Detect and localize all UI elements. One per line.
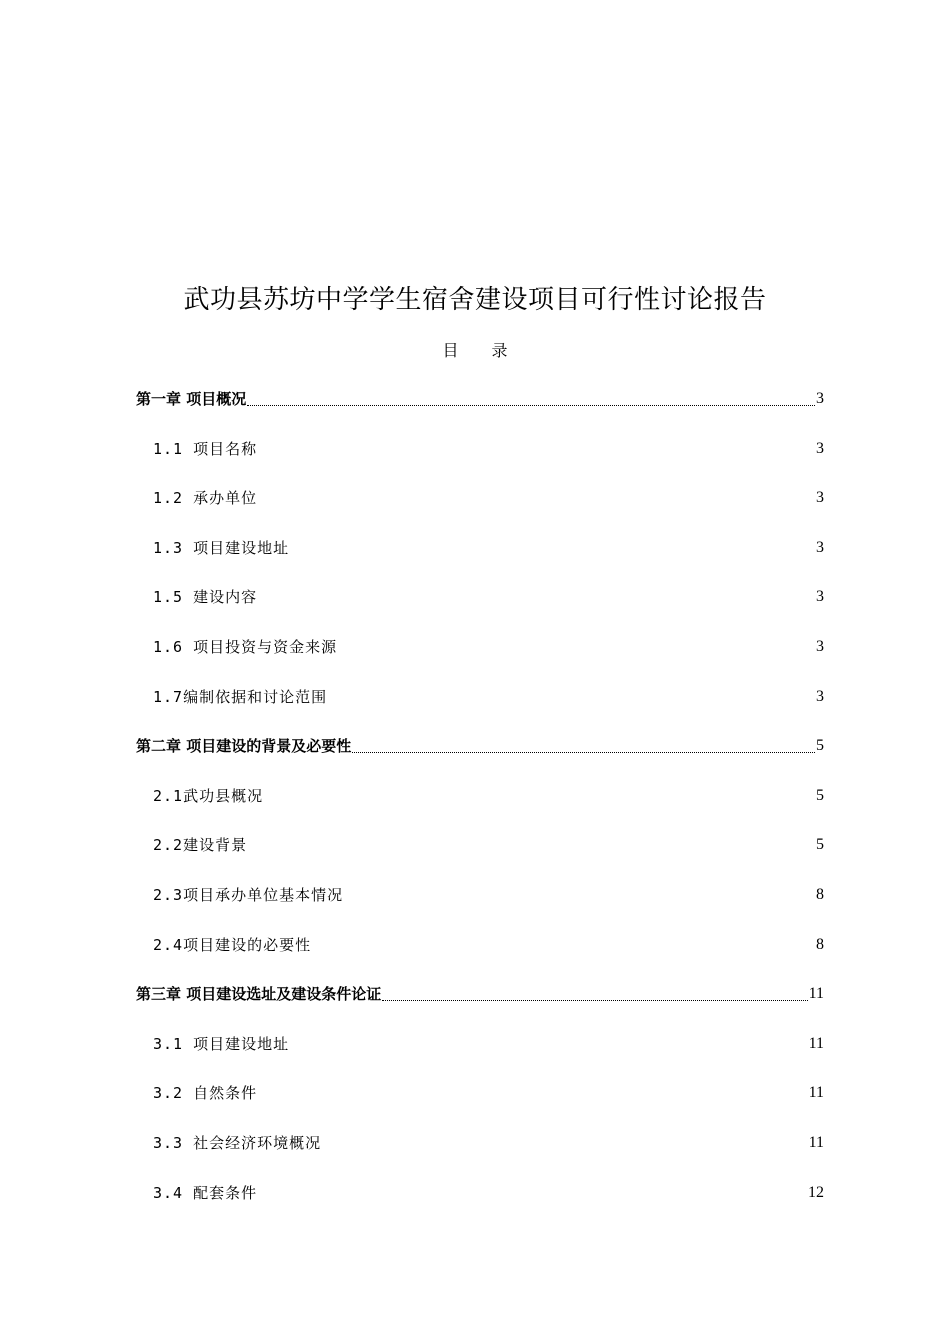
toc-entry-page: 11: [808, 1133, 824, 1151]
toc-entry-label: 2.3项目承办单位基本情况: [153, 885, 344, 904]
toc-entry[interactable]: [136, 438, 824, 488]
toc-entry-page: 11: [808, 985, 824, 1003]
toc-entry[interactable]: [136, 636, 824, 686]
toc-entry[interactable]: [136, 686, 824, 736]
toc-heading-right: 录: [491, 341, 508, 360]
toc-entry-label: 3.2 自然条件: [153, 1084, 258, 1103]
toc-entry[interactable]: [136, 537, 824, 587]
toc-entry-page: 12: [808, 1183, 824, 1201]
toc-entry-page: 3: [816, 588, 824, 606]
toc-entry[interactable]: [136, 586, 824, 636]
toc-entry-label: 1.1 项目名称: [153, 439, 258, 458]
toc-entry-page: 3: [816, 538, 824, 556]
toc-entry[interactable]: [136, 884, 824, 934]
toc-entry[interactable]: [136, 1182, 824, 1232]
toc-entry[interactable]: [136, 983, 824, 1033]
document-title: 武功县苏坊中学学生宿舍建设项目可行性讨论报告: [183, 285, 767, 315]
toc-entry-page: 3: [816, 687, 824, 705]
toc-entry-page: 3: [816, 390, 824, 407]
toc-entry-label: 3.3 社会经济环境概况: [153, 1133, 322, 1152]
toc-entry-page: 11: [808, 1034, 824, 1052]
toc-entry[interactable]: [136, 785, 824, 835]
toc-entry-page: 5: [816, 836, 824, 854]
toc-entry-label: 1.5 建设内容: [153, 588, 258, 607]
toc-entry-label: 1.2 承办单位: [153, 489, 258, 508]
toc-entry-label: 第二章 项目建设的背景及必要性: [136, 737, 352, 756]
toc-entry-label: 1.7编制依据和讨论范围: [153, 687, 328, 706]
toc-entry[interactable]: [136, 487, 824, 537]
toc-entry-label: 第一章 项目概况: [136, 390, 247, 408]
toc-entry[interactable]: [136, 834, 824, 884]
toc-entry-page: 3: [816, 489, 824, 507]
toc-entry-label: 2.4项目建设的必要性: [153, 935, 312, 954]
toc-entry[interactable]: [136, 1033, 824, 1083]
toc-heading-left: 目: [442, 341, 459, 360]
toc-entry[interactable]: [136, 1082, 824, 1132]
toc-entry-page: 8: [816, 935, 824, 953]
toc-entry-label: 第三章 项目建设选址及建设条件论证: [136, 985, 382, 1004]
toc-entry[interactable]: [136, 735, 824, 785]
toc-dot-leader: [381, 983, 808, 1005]
toc-entry-label: 2.1武功县概况: [153, 786, 264, 805]
toc-entry-page: 3: [816, 439, 824, 457]
toc-dot-leader: [246, 388, 816, 410]
toc-entry-label: 1.6 项目投资与资金来源: [153, 637, 338, 656]
table-of-contents: [136, 388, 824, 1231]
toc-entry-page: 8: [816, 885, 824, 903]
toc-dot-leader: [351, 735, 816, 757]
toc-entry[interactable]: [136, 388, 824, 438]
toc-entry-label: 2.2建设背景: [153, 836, 248, 855]
toc-entry-label: 3.1 项目建设地址: [153, 1034, 290, 1053]
toc-entry[interactable]: [136, 1132, 824, 1182]
toc-entry-page: 3: [816, 637, 824, 655]
toc-heading: [0, 340, 950, 362]
toc-entry-page: 5: [816, 786, 824, 804]
toc-entry-label: 3.4 配套条件: [153, 1183, 258, 1202]
toc-entry[interactable]: [136, 934, 824, 984]
toc-entry-page: 11: [808, 1084, 824, 1102]
toc-entry-page: 5: [816, 737, 824, 755]
toc-entry-label: 1.3 项目建设地址: [153, 538, 290, 557]
